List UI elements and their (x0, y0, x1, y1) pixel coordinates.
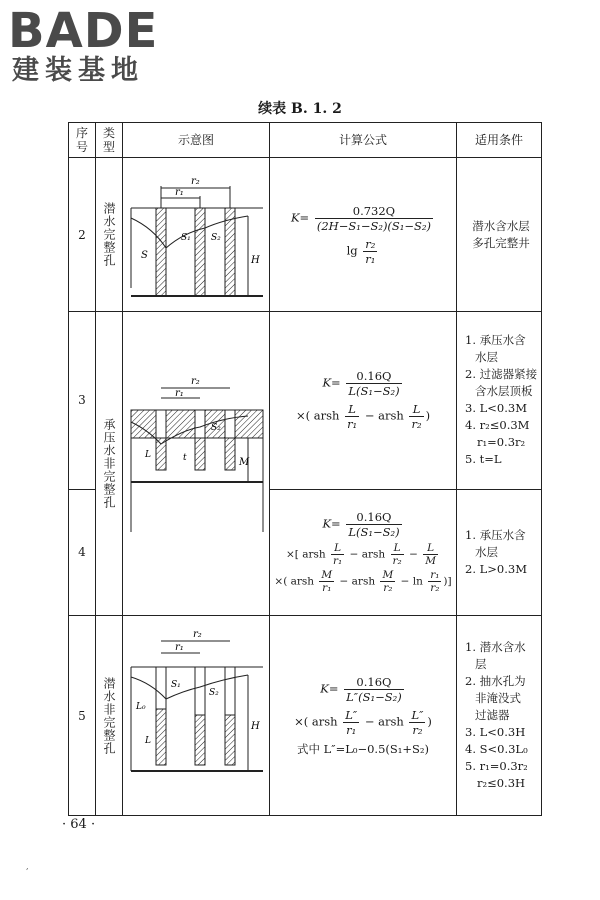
formula-cell: K= $\frac{0.16Q}{\text{L(S₁−S₂)}}$ ×( arsh $\frac{L}{\text{r₁}}$ − arsh $\frac{L}{\text{r₂}}$ ) (270, 312, 457, 490)
diagram-confined-incomplete (123, 312, 270, 612)
svg-text:L: L (145, 736, 151, 746)
label-r2: r₂ (191, 176, 200, 187)
condition-cell: 1. 潜水含水 层 2. 抽水孔为 非淹没式 过滤器 3. L<0.3H 4. S<0.3L₀ 5. r₁=0.3r₂ r₂≤0.3H (457, 616, 542, 816)
svg-text:M: M (239, 457, 250, 468)
svg-text:r₂: r₂ (191, 376, 200, 387)
header-seq: 序号 (69, 123, 96, 158)
svg-text:t: t (183, 453, 187, 463)
table-row (69, 312, 542, 490)
label-s2: S₂ (211, 233, 221, 243)
row-seq: 3 (69, 312, 96, 490)
svg-text:L: L (145, 450, 151, 460)
svg-text:H: H (251, 721, 260, 732)
formula-table (68, 122, 542, 816)
brand-logo (8, 3, 178, 86)
header-condition: 适用条件 (457, 123, 542, 158)
logo-sub-text: 建装基地 (12, 55, 144, 86)
formula-cell: K= $\frac{0.16Q}{\text{L″(S₁−S₂)}}$ ×( arsh $\frac{L''}{\text{r₁}}$ − arsh $\frac{L''}{\text{r₂}}$ ) 式中 L″=L₀−0.5(S₁+S₂) (270, 616, 457, 816)
formula-cell: K= $\frac{0.732Q}{\text{(2H−S₁−S₂)(S₁−S₂)}}$ lg $\frac{\text{r₂}}{\text{r₁}}$ (270, 158, 457, 312)
svg-text:S₂: S₂ (211, 423, 221, 433)
table-title: 续表 B. 1. 2 (258, 101, 342, 117)
svg-text:S₂: S₂ (209, 688, 219, 698)
diagram-cell (123, 616, 270, 816)
row-seq: 4 (69, 489, 96, 615)
row-type: 承压水非完整孔 (96, 312, 123, 616)
page-number: · 64 · (62, 817, 96, 832)
svg-text:L₀: L₀ (136, 702, 146, 712)
svg-text:r₁: r₁ (175, 388, 184, 399)
condition-cell: 1. 承压水含 水层 2. L>0.3M (457, 489, 542, 615)
condition-cell: 1. 承压水含 水层 2. 过滤器紧接 含水层顶板 3. L<0.3M 4. r₂≤0.3M r₁=0.3r₂ 5. t=L (457, 312, 542, 490)
row-seq: 2 (69, 158, 96, 312)
label-s1: S₁ (181, 233, 191, 243)
table-row (69, 616, 542, 816)
svg-text:r₂: r₂ (193, 629, 202, 640)
label-h: H (251, 255, 260, 266)
row-seq: 5 (69, 616, 96, 816)
footer-mark: , (26, 862, 29, 871)
row-type: 潜水完整孔 (96, 158, 123, 312)
row-type: 潜水非完整孔 (96, 616, 123, 816)
condition-cell: 潜水含水层 多孔完整井 (457, 158, 542, 312)
svg-text:r₁: r₁ (175, 642, 184, 653)
header-diagram: 示意图 (123, 123, 270, 158)
logo-main-text: BADE (8, 3, 159, 59)
diagram-cell (123, 158, 270, 312)
label-r1: r₁ (175, 187, 184, 198)
label-s: S (141, 250, 148, 261)
diagram-cell (123, 312, 270, 616)
header-type: 类型 (96, 123, 123, 158)
header-formula: 计算公式 (270, 123, 457, 158)
formula-cell: K= $\frac{0.16Q}{\text{L(S₁−S₂)}}$ ×[ arsh $\frac{L}{\text{r₁}}$ − arsh $\frac{L}{\text{r₂}}$ − $\frac{L}{M}$ ×( arsh $\frac{M}{\text{r₁}}$ − arsh $\frac{M}{\text{r₂}}$ − ln $\frac{\text{r₁}}{\text{r₂}}$ )] (270, 489, 457, 615)
table-row (69, 158, 542, 312)
diagram-phreatic-incomplete (123, 619, 270, 809)
header-row (69, 123, 542, 158)
diagram-phreatic-complete (123, 158, 270, 308)
svg-text:S₁: S₁ (171, 680, 181, 690)
